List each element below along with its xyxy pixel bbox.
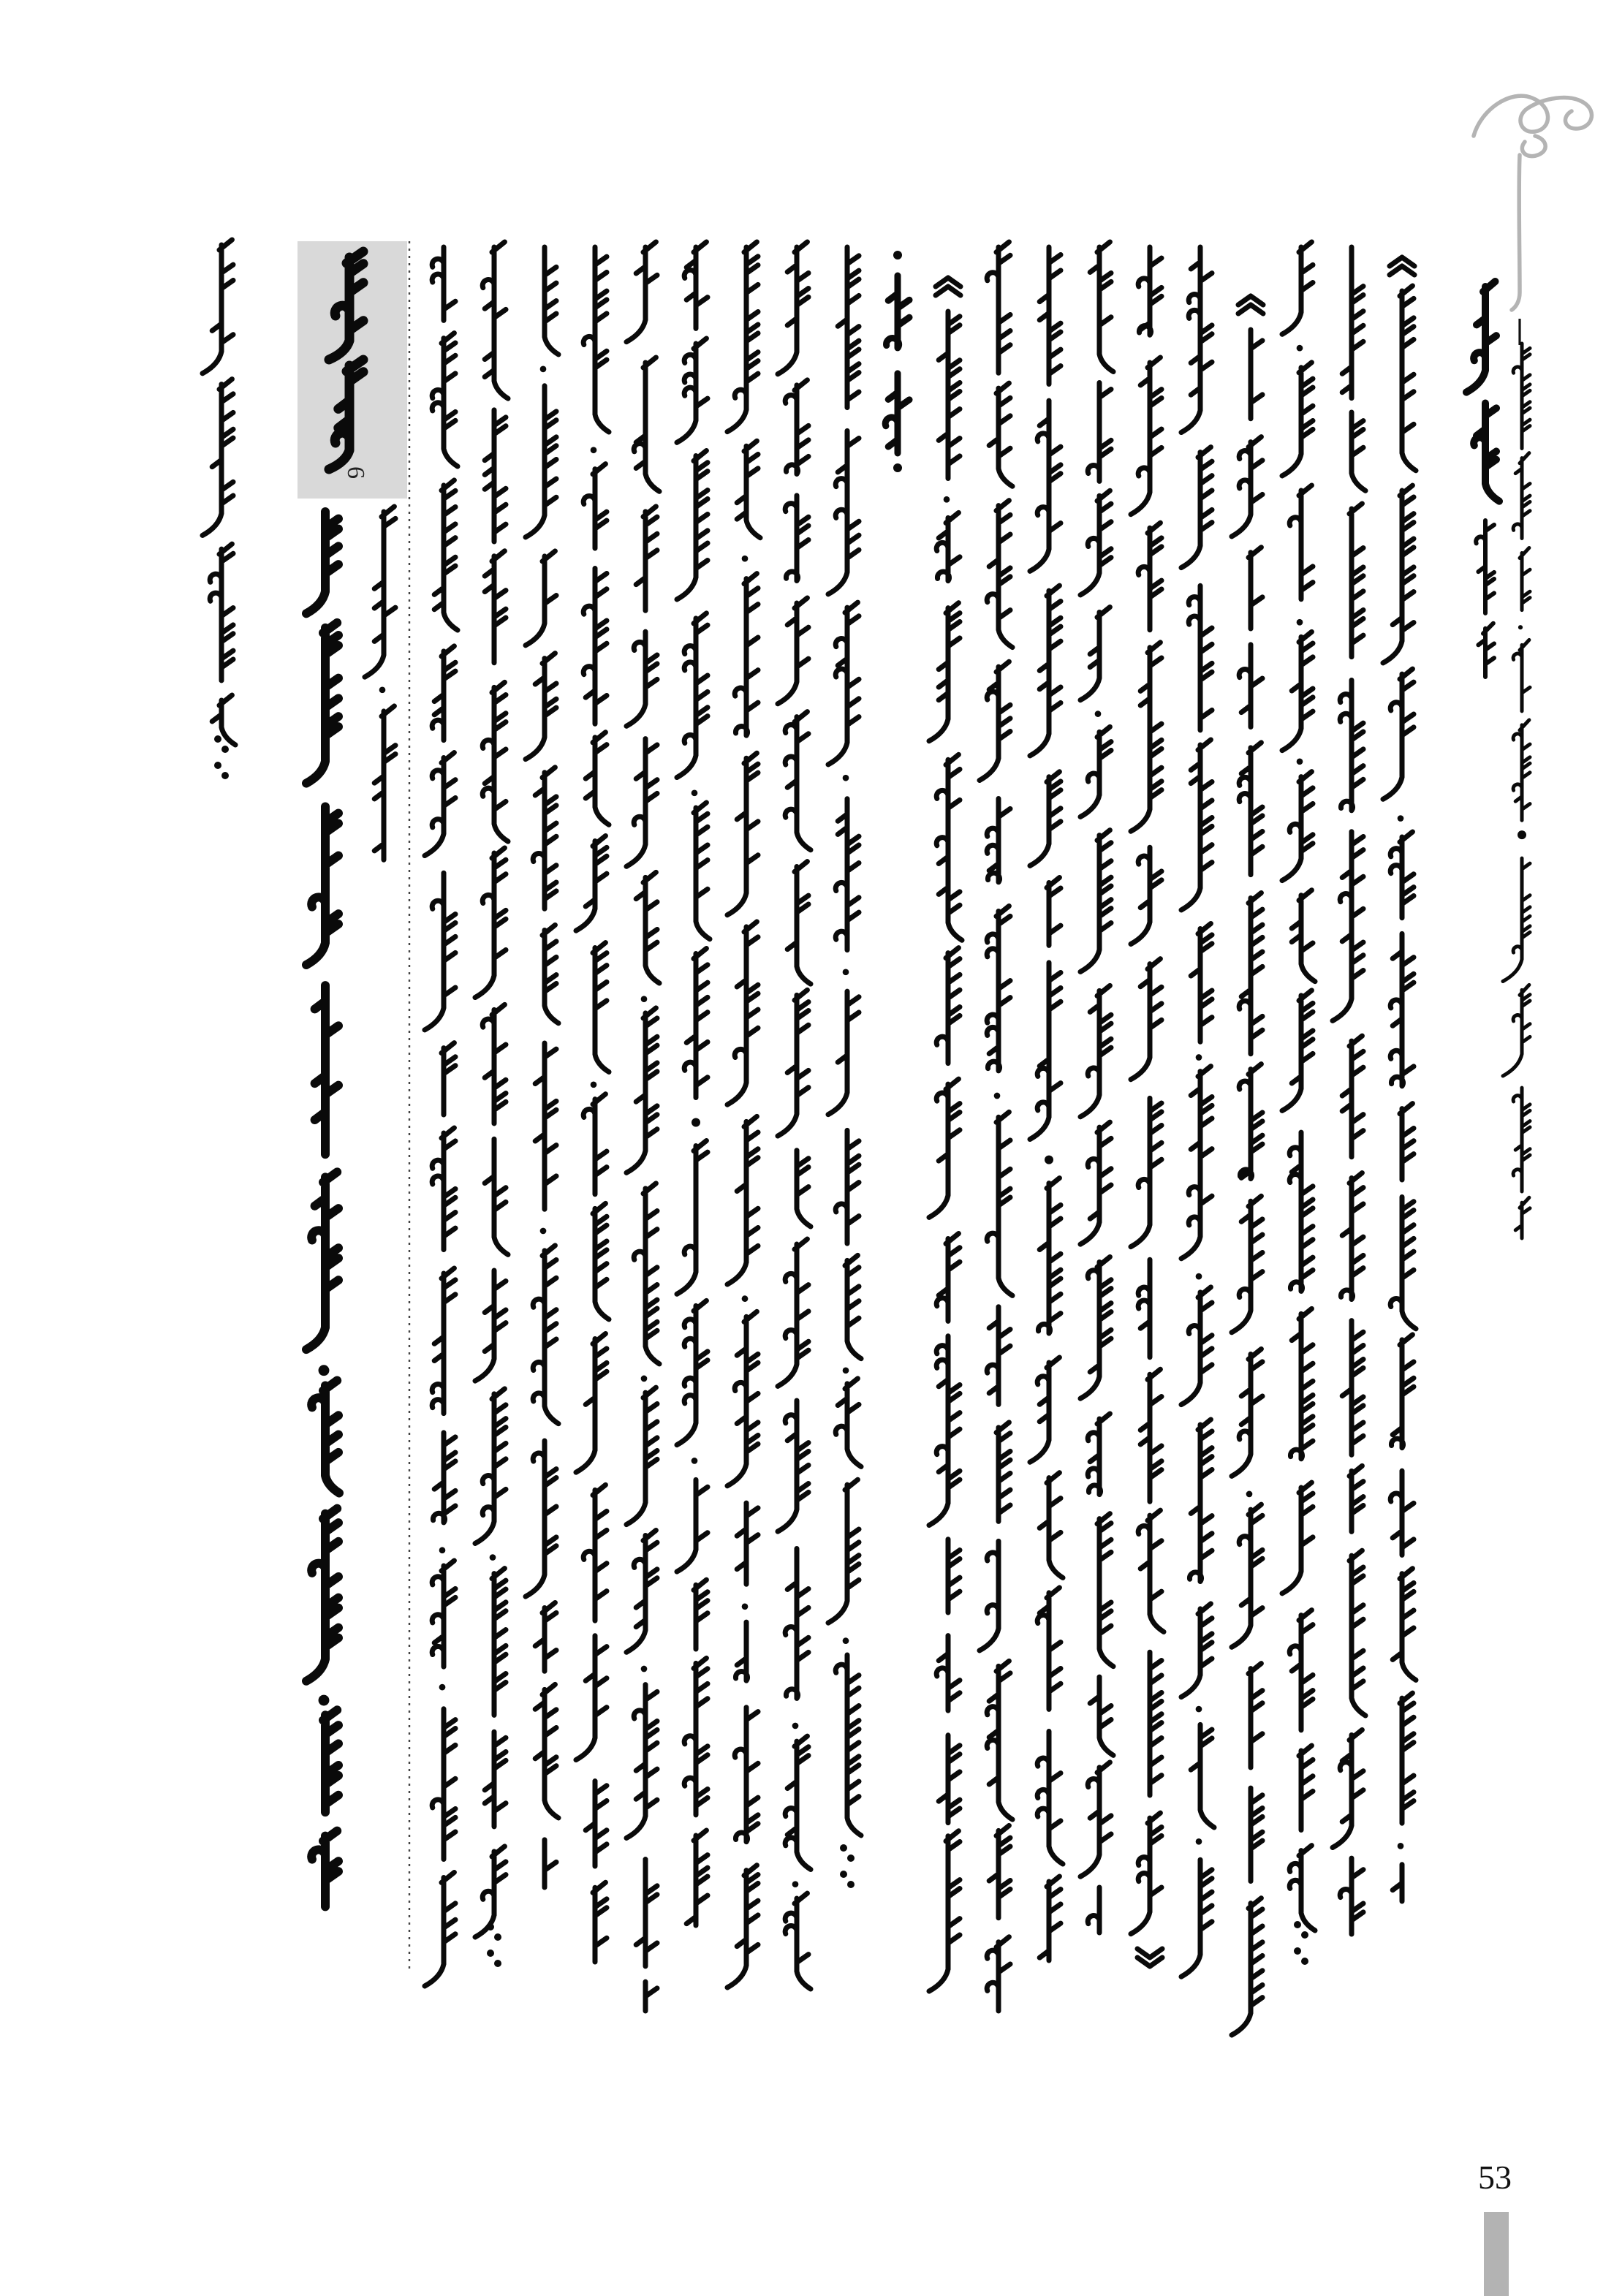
text-column-body-10 bbox=[929, 278, 962, 1991]
script-strokes bbox=[885, 276, 909, 453]
script-strokes bbox=[526, 247, 558, 1887]
text-column-left-bold-column bbox=[306, 512, 339, 1906]
text-column-head-title-bold bbox=[1466, 281, 1499, 501]
punctuation-dot bbox=[1398, 1843, 1404, 1849]
punctuation-dot bbox=[1095, 711, 1102, 717]
script-strokes bbox=[980, 242, 1012, 2011]
text-column-body-06 bbox=[727, 242, 760, 1988]
text-column-body-08 bbox=[828, 247, 861, 1888]
text-column-body-02 bbox=[526, 247, 558, 1887]
punctuation-dot bbox=[487, 1950, 494, 1957]
punctuation-dot bbox=[792, 1723, 799, 1729]
punctuation-dot bbox=[591, 447, 597, 453]
punctuation-dot bbox=[1294, 1921, 1301, 1928]
page-number: 53 bbox=[1478, 2159, 1512, 2196]
punctuation-dot bbox=[641, 1376, 648, 1382]
punctuation-dot bbox=[221, 772, 229, 779]
script-strokes bbox=[1466, 281, 1499, 501]
punctuation-dot bbox=[692, 1458, 698, 1464]
punctuation-dot bbox=[591, 1081, 597, 1088]
punctuation-dot bbox=[540, 366, 547, 373]
punctuation-dot bbox=[494, 1960, 501, 1967]
punctuation-dot bbox=[847, 1854, 855, 1862]
flourish-ornament-icon bbox=[1474, 96, 1591, 310]
punctuation-dot bbox=[1297, 619, 1303, 626]
punctuation-dot bbox=[319, 1695, 330, 1706]
punctuation-dot bbox=[1045, 1156, 1053, 1164]
text-column-body-18 bbox=[1333, 247, 1365, 1934]
punctuation-dot bbox=[1297, 758, 1303, 765]
text-column-body-03 bbox=[576, 247, 609, 1962]
text-column-head-title-cont bbox=[1476, 520, 1494, 677]
punctuation-dot bbox=[214, 762, 221, 769]
punctuation-dot bbox=[843, 969, 849, 975]
text-column-body-16 bbox=[1232, 296, 1263, 2035]
punctuation-dot bbox=[490, 1554, 496, 1561]
punctuation-dot bbox=[893, 251, 902, 259]
script-strokes bbox=[929, 278, 962, 1991]
mongolian-text-columns bbox=[202, 240, 1530, 2035]
script-strokes bbox=[1181, 247, 1214, 1977]
script-strokes bbox=[1030, 247, 1063, 1960]
text-column-body-07 bbox=[778, 242, 811, 1989]
punctuation-dot bbox=[439, 1684, 446, 1691]
punctuation-dot bbox=[944, 496, 950, 503]
script-strokes bbox=[365, 507, 395, 860]
punctuation-dot bbox=[494, 1933, 501, 1941]
punctuation-dot bbox=[1196, 1838, 1202, 1845]
text-column-body-15 bbox=[1181, 247, 1214, 1977]
punctuation-dot bbox=[319, 1365, 330, 1376]
punctuation-dot bbox=[692, 789, 698, 796]
text-column-body-09-heading bbox=[885, 251, 909, 472]
punctuation-dot bbox=[840, 1871, 847, 1878]
punctuation-dot bbox=[792, 1881, 799, 1887]
script-strokes bbox=[425, 247, 458, 1986]
script-strokes bbox=[1383, 257, 1416, 1901]
script-strokes bbox=[828, 247, 861, 1835]
script-strokes bbox=[576, 247, 609, 1962]
text-column-body-01 bbox=[475, 242, 508, 1967]
punctuation-dot bbox=[1294, 1947, 1301, 1955]
script-strokes bbox=[475, 242, 508, 1937]
punctuation-dot bbox=[1301, 1958, 1308, 1965]
script-strokes bbox=[1333, 247, 1365, 1934]
text-column-left-first-line bbox=[365, 507, 395, 860]
punctuation-dot bbox=[847, 1881, 855, 1888]
script-strokes bbox=[1131, 247, 1164, 1966]
punctuation-dot bbox=[641, 1666, 648, 1672]
punctuation-dot bbox=[1297, 345, 1303, 352]
script-strokes bbox=[1282, 242, 1315, 1931]
punctuation-dot bbox=[439, 1547, 446, 1553]
text-column-body-17 bbox=[1282, 242, 1315, 1965]
punctuation-dot bbox=[994, 1093, 1001, 1099]
footer-bar bbox=[1484, 2212, 1509, 2296]
punctuation-dot bbox=[214, 735, 221, 743]
script-strokes bbox=[727, 242, 760, 1988]
text-column-body-13 bbox=[1080, 242, 1113, 1933]
punctuation-dot bbox=[1398, 815, 1404, 822]
punctuation-dot bbox=[742, 1295, 749, 1302]
punctuation-dot bbox=[742, 556, 749, 562]
script-strokes bbox=[626, 242, 659, 2011]
punctuation-dot bbox=[1518, 625, 1523, 629]
punctuation-dot bbox=[692, 1118, 700, 1126]
punctuation-dot bbox=[1196, 1273, 1202, 1280]
punctuation-dot bbox=[1196, 1054, 1202, 1061]
punctuation-dot bbox=[843, 1367, 849, 1374]
punctuation-dot bbox=[1301, 1931, 1308, 1939]
script-strokes bbox=[202, 240, 235, 745]
text-column-body-19 bbox=[1383, 257, 1416, 1901]
text-column-body-05 bbox=[677, 242, 710, 1925]
script-strokes bbox=[1476, 520, 1494, 677]
script-strokes bbox=[1503, 344, 1530, 1238]
text-column-body-00 bbox=[425, 247, 458, 1986]
punctuation-dot bbox=[843, 1637, 849, 1644]
punctuation-dot bbox=[843, 775, 849, 781]
text-column-body-04 bbox=[626, 242, 659, 2011]
text-column-body-11 bbox=[980, 242, 1012, 2011]
punctuation-dot bbox=[379, 686, 386, 693]
punctuation-dot bbox=[1196, 1706, 1202, 1713]
punctuation-dot bbox=[221, 746, 229, 753]
punctuation-dot bbox=[742, 1603, 749, 1610]
punctuation-dot bbox=[840, 1844, 847, 1852]
punctuation-dot bbox=[487, 1923, 494, 1931]
script-strokes bbox=[1232, 296, 1263, 2035]
punctuation-dot bbox=[893, 463, 902, 472]
text-column-left-last-line bbox=[202, 240, 235, 779]
text-column-head-subline bbox=[1503, 344, 1530, 1238]
script-strokes bbox=[1080, 242, 1113, 1933]
punctuation-dot bbox=[641, 996, 648, 1002]
punctuation-dot bbox=[1246, 1491, 1253, 1498]
text-column-body-14 bbox=[1131, 247, 1164, 1966]
section-number-label: 6 bbox=[342, 466, 369, 479]
text-column-body-12 bbox=[1030, 247, 1063, 1960]
script-strokes bbox=[677, 242, 710, 1925]
punctuation-dot bbox=[1518, 830, 1526, 839]
punctuation-dot bbox=[540, 1228, 547, 1235]
